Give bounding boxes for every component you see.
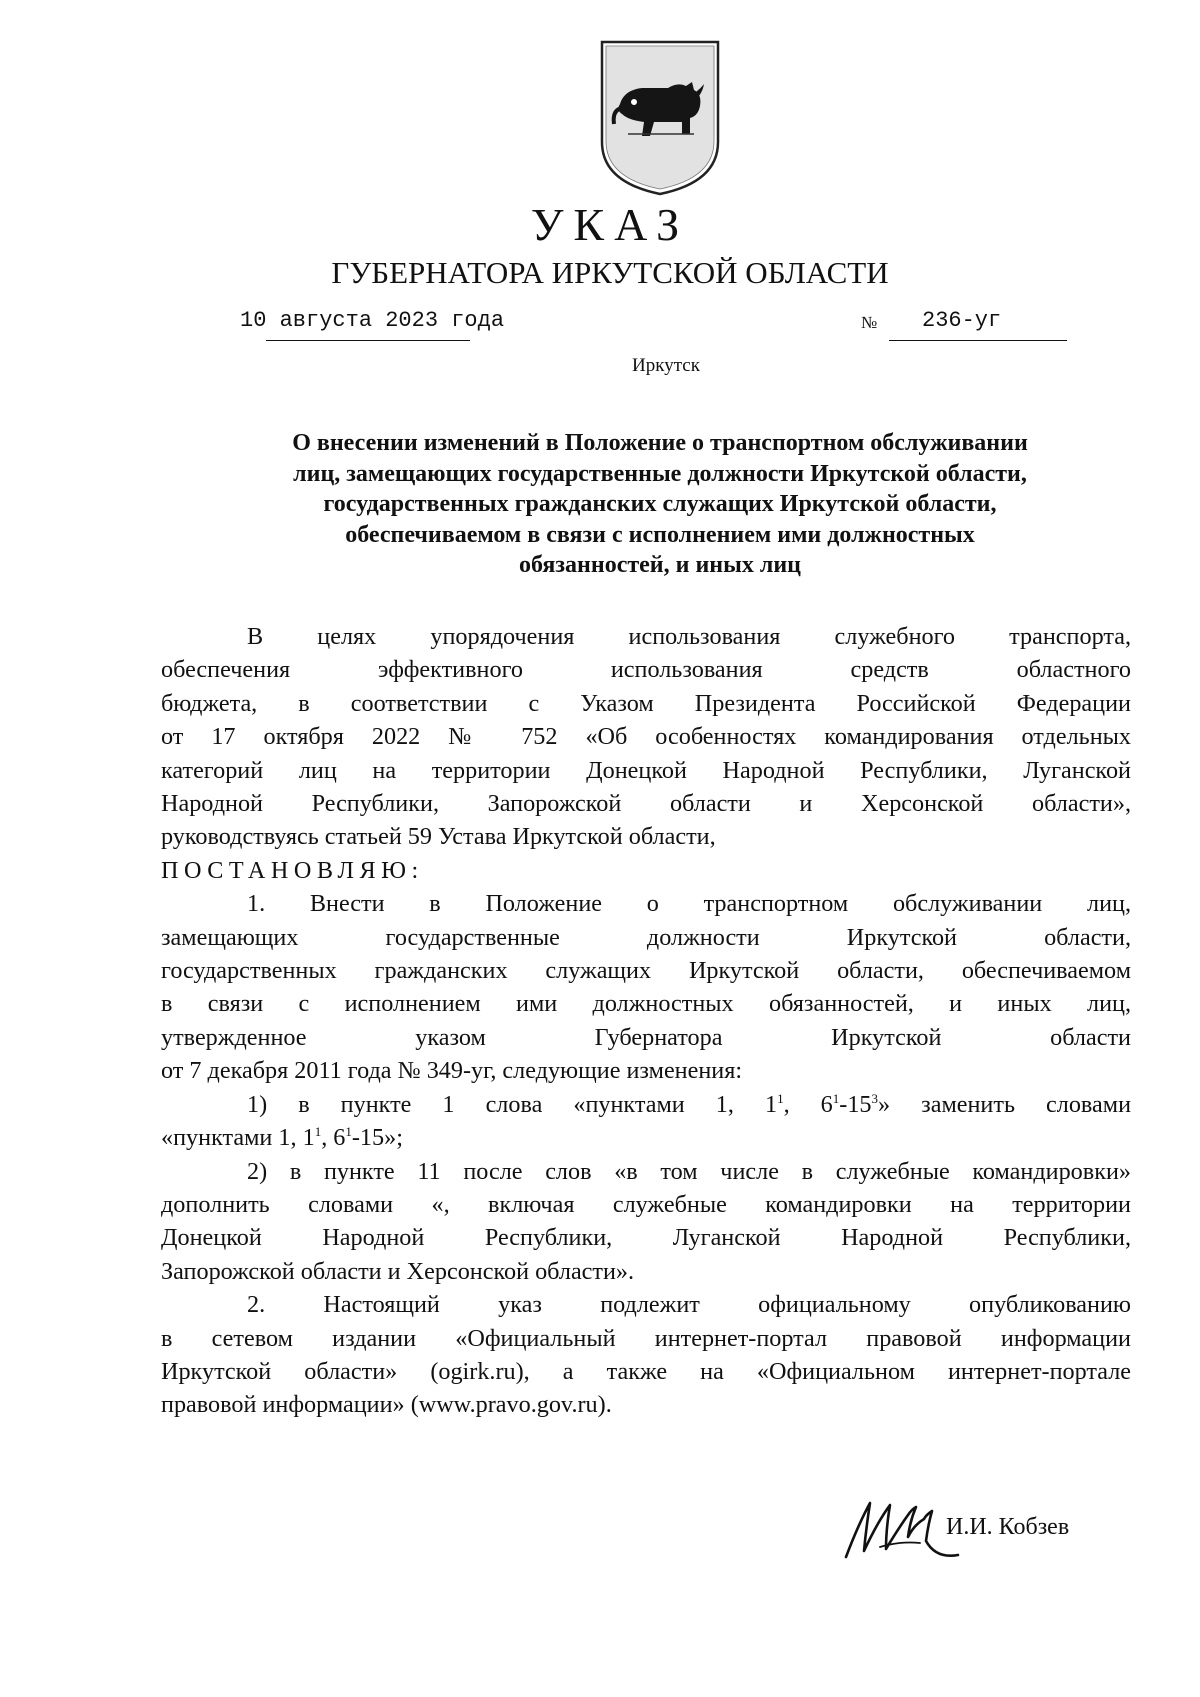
body-line-subitem-1: 1) в пункте 1 слова «пунктами 1, $1^1$, $6^1-15^3$» заменить словами <box>247 1090 1132 1118</box>
body-line: обеспечения эффективного использования средств областного <box>161 656 1131 684</box>
body-line: Иркутской области» (ogirk.ru), а также на «Официальном интернет-портале <box>161 1357 1131 1385</box>
body-line: 2) в пункте 11 после слов «в том числе в служебные командировки» <box>247 1157 1131 1185</box>
document-type-heading: УКАЗ <box>530 199 690 250</box>
document-title <box>160 428 1160 581</box>
body-line: государственных гражданских служащих Иркутской области, обеспечиваемом <box>161 957 1131 985</box>
body-line: в связи с исполнением ими должностных обязанностей, и иных лиц, <box>161 990 1131 1018</box>
signer-name: И.И. Кобзев <box>946 1514 1070 1540</box>
body-line: Запорожской области и Херсонской области». <box>161 1257 635 1285</box>
body-line: 2. Настоящий указ подлежит официальному опубликованию <box>247 1291 1131 1319</box>
body-line: руководствуясь статьей 59 Устава Иркутской области, <box>161 823 716 851</box>
title-line: обеспечиваемом в связи с исполнением ими должностных <box>345 521 975 548</box>
body-line: бюджета, в соответствии с Указом Президента Российской Федерации <box>161 689 1131 717</box>
document-body <box>161 620 1131 1422</box>
issuer-heading: ГУБЕРНАТОРА ИРКУТСКОЙ ОБЛАСТИ <box>331 255 889 290</box>
body-line: от 7 декабря 2011 года № 349-уг, следующие изменения: <box>161 1057 743 1085</box>
coat-of-arms-emblem <box>598 38 722 198</box>
body-line: категорий лиц на территории Донецкой Народной Республики, Луганской <box>161 756 1131 784</box>
title-line: государственных гражданских служащих Иркутской области, <box>323 491 997 517</box>
body-line-subitem-1-cont: «пунктами 1, $1^1$, $6^1-15$»; <box>161 1124 403 1152</box>
body-line: утвержденное указом Губернатора Иркутской области <box>161 1023 1131 1051</box>
number-underline <box>889 340 1067 341</box>
body-line: 1. Внести в Положение о транспортном обслуживании лиц, <box>247 890 1131 918</box>
body-line: дополнить словами «, включая служебные командировки на территории <box>161 1190 1131 1218</box>
body-line: от 17 октября 2022 № 752 «Об особенностях командирования отдельных <box>161 723 1131 751</box>
body-line: Донецкой Народной Республики, Луганской Народной Республики, <box>161 1224 1131 1252</box>
decree-word: ПОСТАНОВЛЯЮ: <box>161 856 424 884</box>
date-underline <box>266 340 470 341</box>
handwritten-signature <box>840 1485 960 1565</box>
body-line: Народной Республики, Запорожской области и Херсонской области», <box>161 790 1131 818</box>
issue-city: Иркутск <box>632 355 700 376</box>
title-line: лиц, замещающих государственные должности Иркутской области, <box>293 460 1027 487</box>
number-label: № <box>861 313 878 332</box>
document-number: 236-уг <box>922 308 1002 333</box>
body-line: в сетевом издании «Официальный интернет-портал правовой информации <box>161 1324 1131 1352</box>
title-line: обязанностей, и иных лиц <box>519 552 801 578</box>
title-line: О внесении изменений в Положение о транспортном обслуживании <box>292 430 1028 456</box>
body-line: правовой информации» (www.pravo.gov.ru). <box>161 1391 612 1419</box>
body-line: В целях упорядочения использования служебного транспорта, <box>247 623 1131 650</box>
document-date: 10 августа 2023 года <box>240 308 505 333</box>
body-line: замещающих государственные должности Иркутской области, <box>161 923 1131 951</box>
